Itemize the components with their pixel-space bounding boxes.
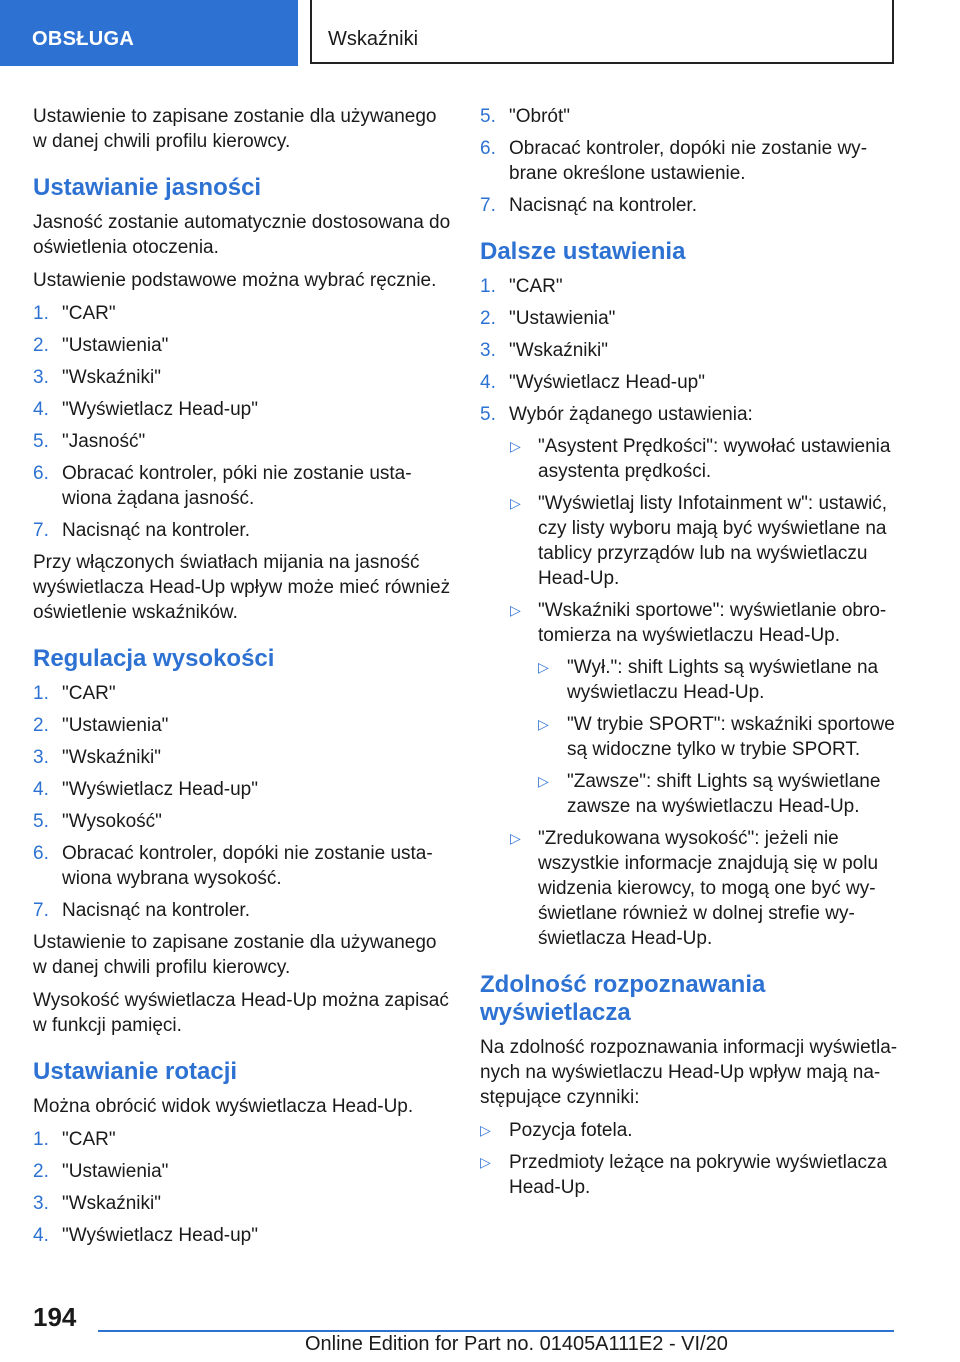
list-item bbox=[480, 598, 900, 648]
list-item bbox=[33, 301, 453, 326]
list-item bbox=[33, 518, 453, 543]
steps-list-dalsze bbox=[480, 274, 900, 427]
list-item bbox=[33, 898, 453, 923]
list-item bbox=[33, 365, 453, 390]
step-text: "CAR" bbox=[509, 276, 563, 297]
factor-text: Przedmioty leżące na pokrywie wyświetlacza Head-Up. bbox=[509, 1152, 888, 1198]
step-number: 5. bbox=[33, 811, 49, 832]
step-number: 2. bbox=[480, 308, 496, 329]
list-item bbox=[480, 1118, 900, 1143]
step-number: 6. bbox=[33, 843, 49, 864]
step-number: 1. bbox=[33, 303, 49, 324]
list-item bbox=[33, 461, 453, 511]
step-text: "Jasność" bbox=[62, 431, 146, 452]
step-text: "Ustawienia" bbox=[509, 308, 616, 329]
step-number: 2. bbox=[33, 335, 49, 356]
step-text: Nacisnąć na kontroler. bbox=[509, 195, 697, 216]
paragraph: Jasność zostanie automatycznie dostosowana do oświetlenia otoczenia. bbox=[33, 212, 451, 258]
step-number: 1. bbox=[33, 1129, 49, 1150]
intro-paragraph: Ustawienie to zapisane zostanie dla używanego w danej chwili profilu kierowcy. bbox=[33, 106, 437, 152]
option-text: "Wskaźniki sportowe": wyświetlanie obrotomierza na wyświetlaczu Head-Up. bbox=[538, 600, 887, 646]
step-number: 7. bbox=[480, 195, 496, 216]
step-number: 3. bbox=[33, 367, 49, 388]
list-item bbox=[33, 1159, 453, 1184]
step-text: "Wskaźniki" bbox=[62, 367, 161, 388]
step-number: 3. bbox=[33, 747, 49, 768]
step-text: "Wyświetlacz Head-up" bbox=[62, 779, 258, 800]
step-text: Obracać kontroler, póki nie zostanie ustawiona żądana jasność. bbox=[62, 463, 412, 509]
list-item bbox=[480, 136, 900, 186]
list-item bbox=[33, 429, 453, 454]
triangle-bullet-icon: ▷ bbox=[510, 602, 521, 618]
list-item bbox=[33, 713, 453, 738]
heading-jasnosc: Ustawianie jasności bbox=[33, 174, 262, 201]
triangle-bullet-icon: ▷ bbox=[538, 773, 549, 789]
paragraph: Ustawienie to zapisane zostanie dla używanego w danej chwili profilu kierowcy. bbox=[33, 932, 437, 978]
step-text: "Wyświetlacz Head-up" bbox=[509, 372, 705, 393]
factor-text: Pozycja fotela. bbox=[509, 1120, 633, 1141]
heading-zdolnosc: Zdolność rozpoznawania wyświetlacza bbox=[480, 971, 766, 1026]
step-number: 2. bbox=[33, 1161, 49, 1182]
section-label: OBSŁUGA bbox=[32, 28, 135, 50]
list-item bbox=[480, 434, 900, 484]
step-text: "Ustawienia" bbox=[62, 1161, 169, 1182]
option-text: "Asystent Prędkości": wywołać ustawienia asystenta prędkości. bbox=[538, 436, 891, 482]
right-column bbox=[480, 104, 900, 1207]
left-column bbox=[33, 104, 453, 1255]
step-number: 7. bbox=[33, 520, 49, 541]
step-text: Wybór żądanego ustawienia: bbox=[509, 404, 753, 425]
paragraph: Przy włączonych światłach mijania na jasność wyświetlacza Head-Up wpływ może mieć również oświetlenie wskaźników. bbox=[33, 552, 451, 623]
list-item bbox=[33, 333, 453, 358]
step-number: 3. bbox=[480, 340, 496, 361]
list-item bbox=[33, 777, 453, 802]
list-item bbox=[33, 1191, 453, 1216]
steps-list-jasnosc bbox=[33, 301, 453, 543]
list-item bbox=[480, 306, 900, 331]
step-text: Nacisnąć na kontroler. bbox=[62, 520, 250, 541]
triangle-bullet-icon: ▷ bbox=[480, 1154, 491, 1170]
steps-list-rotacja-cont bbox=[480, 104, 900, 218]
step-number: 3. bbox=[33, 1193, 49, 1214]
paragraph: Na zdolność rozpoznawania informacji wyświetlanych na wyświetlaczu Head-Up wpływ mają następujące czynniki: bbox=[480, 1037, 898, 1108]
step-text: "Wskaźniki" bbox=[62, 1193, 161, 1214]
option-text: "Zredukowana wysokość": jeżeli nie wszystkie informacje znajdują się w polu widzenia kierowcy, to mogą one być wyświetlane również w dolnej strefie wyświetlacza Head-Up. bbox=[538, 828, 879, 949]
step-number: 6. bbox=[480, 138, 496, 159]
step-text: "Wskaźniki" bbox=[62, 747, 161, 768]
list-item bbox=[480, 712, 900, 762]
step-number: 1. bbox=[33, 683, 49, 704]
factors-list bbox=[480, 1118, 900, 1200]
triangle-bullet-icon: ▷ bbox=[538, 659, 549, 675]
triangle-bullet-icon: ▷ bbox=[510, 495, 521, 511]
triangle-bullet-icon: ▷ bbox=[510, 830, 521, 846]
options-list bbox=[480, 434, 900, 951]
paragraph: Wysokość wyświetlacza Head-Up można zapisać w funkcji pamięci. bbox=[33, 990, 449, 1036]
steps-list-rotacja bbox=[33, 1127, 453, 1248]
step-text: "CAR" bbox=[62, 1129, 116, 1150]
step-number: 4. bbox=[33, 779, 49, 800]
footer-divider bbox=[98, 1330, 894, 1332]
list-item bbox=[480, 370, 900, 395]
list-item bbox=[33, 1127, 453, 1152]
edition-text: Online Edition for Part no. 01405A111E2 - VI/20 bbox=[305, 1333, 728, 1355]
paragraph: Można obrócić widok wyświetlacza Head-Up. bbox=[33, 1096, 414, 1117]
step-text: "Wysokość" bbox=[62, 811, 162, 832]
step-number: 4. bbox=[480, 372, 496, 393]
step-number: 7. bbox=[33, 900, 49, 921]
step-number: 6. bbox=[33, 463, 49, 484]
step-number: 1. bbox=[480, 276, 496, 297]
step-text: "Wskaźniki" bbox=[509, 340, 608, 361]
step-text: "Wyświetlacz Head-up" bbox=[62, 399, 258, 420]
triangle-bullet-icon: ▷ bbox=[538, 716, 549, 732]
step-number: 5. bbox=[480, 106, 496, 127]
suboption-text: "Zawsze": shift Lights są wyświetlane zawsze na wyświetlaczu Head-Up. bbox=[567, 771, 881, 817]
list-item bbox=[33, 397, 453, 422]
heading-wysokosc: Regulacja wysokości bbox=[33, 645, 275, 672]
list-item bbox=[480, 402, 900, 427]
list-item bbox=[480, 104, 900, 129]
step-text: "Ustawienia" bbox=[62, 715, 169, 736]
list-item bbox=[480, 338, 900, 363]
step-text: "CAR" bbox=[62, 303, 116, 324]
list-item bbox=[480, 826, 900, 951]
step-number: 4. bbox=[33, 1225, 49, 1246]
step-text: Obracać kontroler, dopóki nie zostanie ustawiona wybrana wysokość. bbox=[62, 843, 433, 889]
step-number: 4. bbox=[33, 399, 49, 420]
suboption-text: "W trybie SPORT": wskaźniki sportowe są widoczne tylko w trybie SPORT. bbox=[567, 714, 895, 760]
triangle-bullet-icon: ▷ bbox=[480, 1122, 491, 1138]
paragraph: Ustawienie podstawowe można wybrać ręcznie. bbox=[33, 270, 437, 291]
step-text: Obracać kontroler, dopóki nie zostanie wybrane określone ustawienie. bbox=[509, 138, 868, 184]
heading-dalsze: Dalsze ustawienia bbox=[480, 238, 686, 265]
step-text: "Obrót" bbox=[509, 106, 571, 127]
list-item bbox=[480, 193, 900, 218]
list-item bbox=[480, 491, 900, 591]
step-number: 5. bbox=[480, 404, 496, 425]
page-number: 194 bbox=[33, 1302, 77, 1332]
list-item bbox=[480, 655, 900, 705]
step-text: "Wyświetlacz Head-up" bbox=[62, 1225, 258, 1246]
triangle-bullet-icon: ▷ bbox=[510, 438, 521, 454]
option-text: "Wyświetlaj listy Infotainment w": ustawić, czy listy wyboru mają być wyświetlane na tablicy przyrządów lub na wyświetlaczu Head-Up. bbox=[538, 493, 888, 589]
list-item bbox=[480, 769, 900, 819]
section-tab bbox=[0, 0, 298, 66]
step-text: "Ustawienia" bbox=[62, 335, 169, 356]
chapter-header bbox=[310, 0, 894, 64]
heading-rotacja: Ustawianie rotacji bbox=[33, 1058, 238, 1085]
step-number: 2. bbox=[33, 715, 49, 736]
list-item bbox=[33, 809, 453, 834]
step-number: 5. bbox=[33, 431, 49, 452]
list-item bbox=[33, 745, 453, 770]
list-item bbox=[480, 274, 900, 299]
suboption-text: "Wył.": shift Lights są wyświetlane na wyświetlaczu Head-Up. bbox=[567, 657, 879, 703]
steps-list-wysokosc bbox=[33, 681, 453, 923]
list-item bbox=[33, 1223, 453, 1248]
list-item bbox=[480, 1150, 900, 1200]
step-text: Nacisnąć na kontroler. bbox=[62, 900, 250, 921]
list-item bbox=[33, 841, 453, 891]
chapter-title: Wskaźniki bbox=[328, 28, 419, 50]
list-item bbox=[33, 681, 453, 706]
step-text: "CAR" bbox=[62, 683, 116, 704]
